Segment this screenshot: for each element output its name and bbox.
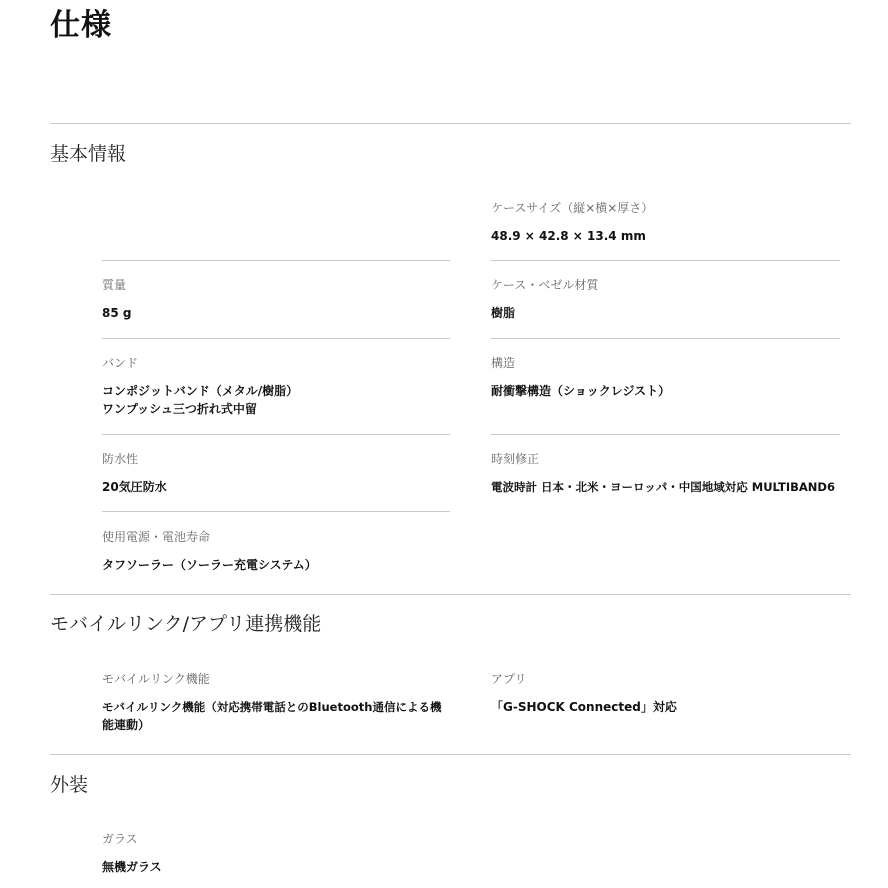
spec-value-time-adjustment: 電波時計 日本・北米・ヨーロッパ・中国地域対応 MULTIBAND6 [491,480,835,494]
spec-label-power-source: 使用電源・電池寿命 [102,530,211,544]
section-heading-exterior: 外装 [50,774,89,796]
spec-value-mobile-link-line: 能連動） [102,718,151,732]
page-title: 仕様 [50,8,112,43]
row-divider [102,434,450,435]
spec-label-case-size: ケースサイズ（縦×横×厚さ） [491,201,654,215]
spec-label-water-resistance: 防水性 [102,452,139,466]
spec-value-case-size: 48.9 × 42.8 × 13.4 mm [491,229,646,243]
spec-value-mobile-link-function [102,698,457,734]
section-divider [50,594,851,595]
row-divider [102,260,450,261]
section-divider [50,754,851,755]
row-divider [102,511,450,512]
spec-value-band-line: コンポジットバンド（メタル/樹脂） [102,384,299,398]
spec-label-weight: 質量 [102,278,127,292]
spec-value-power-source: タフソーラー（ソーラー充電システム） [102,558,317,572]
spec-label-case-bezel-material: ケース・ベゼル材質 [491,278,599,292]
spec-value-structure: 耐衝撃構造（ショックレジスト） [491,384,671,398]
row-divider [491,434,840,435]
spec-value-weight: 85 g [102,306,132,320]
spec-value-band [102,382,452,418]
spec-label-mobile-link-function: モバイルリンク機能 [102,672,210,686]
section-heading-mobile-link: モバイルリンク/アプリ連携機能 [50,613,322,635]
spec-label-band: バンド [102,356,139,370]
spec-label-time-adjustment: 時刻修正 [491,452,540,466]
spec-label-structure: 構造 [491,356,516,370]
spec-value-water-resistance: 20気圧防水 [102,480,167,494]
spec-value-glass: 無機ガラス [102,860,162,874]
spec-value-app: 「G-SHOCK Connected」対応 [491,700,677,714]
section-heading-basic-info: 基本情報 [50,143,127,165]
spec-value-mobile-link-line: モバイルリンク機能（対応携帯電話とのBluetooth通信による機 [102,700,442,714]
section-divider [50,123,851,124]
spec-label-glass: ガラス [102,832,138,846]
row-divider [491,338,840,339]
row-divider [102,338,450,339]
row-divider [491,260,840,261]
spec-value-band-line: ワンプッシュ三つ折れ式中留 [102,402,257,416]
spec-value-case-bezel-material: 樹脂 [491,306,516,320]
spec-label-app: アプリ [491,672,527,686]
